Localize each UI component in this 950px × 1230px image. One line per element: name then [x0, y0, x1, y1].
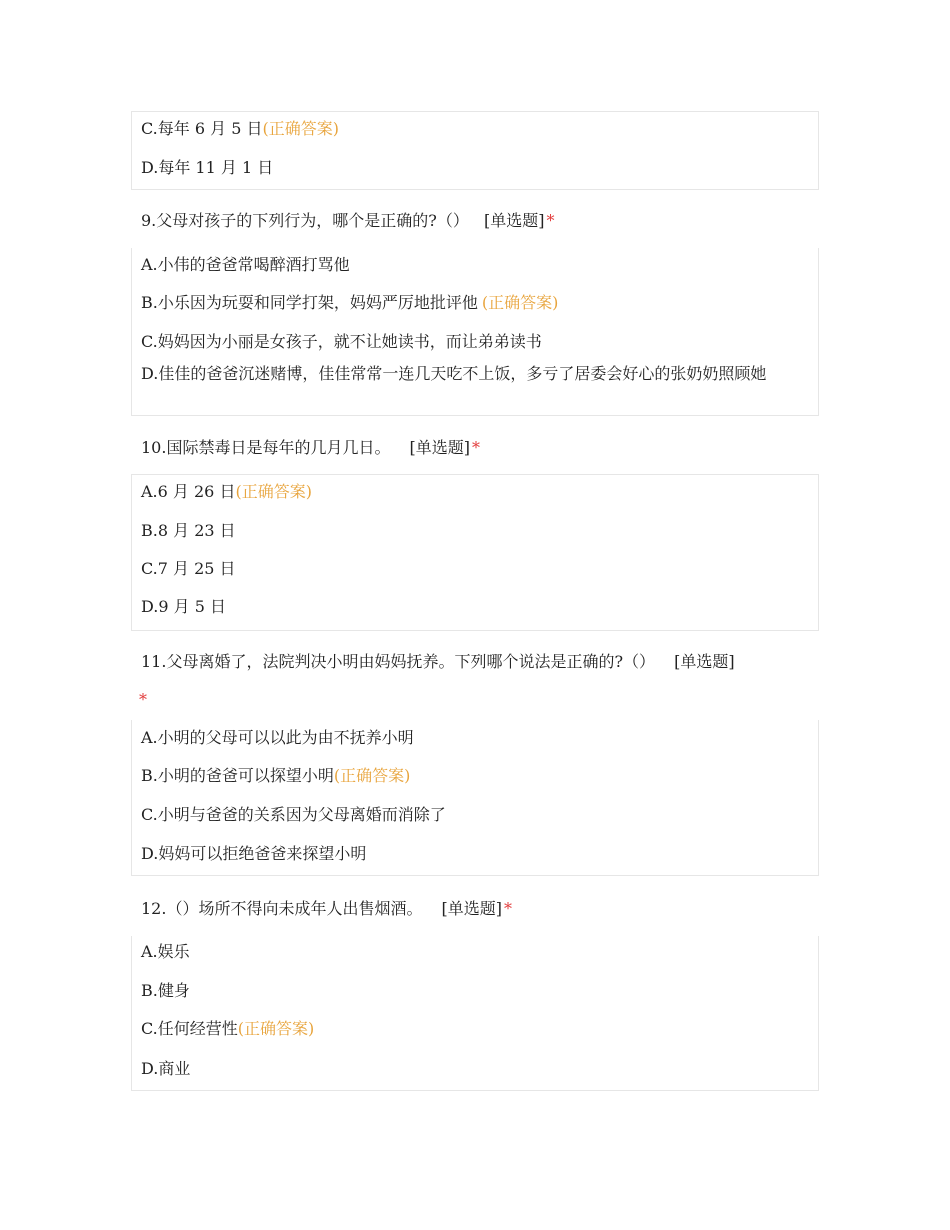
q10-option-d[interactable]	[141, 596, 810, 618]
q9-title	[141, 210, 554, 232]
required-star: *	[546, 211, 555, 230]
q11-options-box	[131, 720, 819, 876]
correct-answer-label: (正确答案)	[262, 119, 339, 138]
question-text: 9.父母对孩子的下列行为，哪个是正确的?（）	[141, 211, 469, 230]
q9-option-d[interactable]	[141, 361, 810, 386]
q9-option-a[interactable]	[141, 254, 810, 276]
option-text: A.小明的父母可以以此为由不抚养小明	[141, 728, 414, 747]
q8-options-box	[131, 111, 819, 190]
correct-answer-label: (正确答案)	[237, 1019, 315, 1038]
option-text: C.任何经营性	[141, 1019, 238, 1038]
q11-option-c[interactable]	[141, 804, 810, 826]
option-text: D.9 月 5 日	[141, 597, 226, 616]
option-text: D.妈妈可以拒绝爸爸来探望小明	[141, 844, 367, 863]
q11-title	[141, 651, 735, 673]
q10-option-b[interactable]	[141, 520, 810, 542]
option-text: A.小伟的爸爸常喝醉酒打骂他	[141, 255, 350, 274]
question-type: [单选题]	[441, 899, 503, 918]
q10-option-a[interactable]	[141, 481, 810, 503]
question-type: [单选题]	[483, 211, 545, 230]
option-text: B.小明的爸爸可以探望小明	[141, 766, 334, 785]
option-text: D.佳佳的爸爸沉迷赌博，佳佳常常一连几天吃不上饭，多亏了居委会好心的张奶奶照顾她	[141, 364, 767, 383]
correct-answer-label: (正确答案)	[481, 293, 559, 312]
option-text: A.娱乐	[141, 942, 190, 961]
q11-option-a[interactable]	[141, 727, 810, 749]
q12-option-a[interactable]	[141, 941, 810, 963]
q9-option-c[interactable]	[141, 331, 810, 353]
correct-answer-label: (正确答案)	[333, 766, 411, 785]
q11-option-d[interactable]	[141, 843, 810, 865]
option-text: B.健身	[141, 981, 190, 1000]
option-text: C.小明与爸爸的关系因为父母离婚而消除了	[141, 805, 446, 824]
q8-option-c[interactable]	[141, 118, 810, 140]
required-star: *	[139, 690, 147, 709]
q10-options-box	[131, 474, 819, 631]
q12-option-c[interactable]	[141, 1018, 810, 1040]
option-text: D.每年 11 月 1 日	[141, 158, 274, 177]
option-text: A.6 月 26 日	[141, 482, 236, 501]
q12-options-box	[131, 936, 819, 1091]
option-text: D.商业	[141, 1059, 191, 1078]
option-text: B.8 月 23 日	[141, 521, 236, 540]
question-type: [单选题]	[674, 652, 735, 671]
option-text: C.7 月 25 日	[141, 559, 236, 578]
q12-option-b[interactable]	[141, 980, 810, 1002]
option-text: C.每年 6 月 5 日	[141, 119, 263, 138]
q12-title	[141, 898, 512, 920]
required-star: *	[472, 438, 481, 457]
q10-option-c[interactable]	[141, 558, 810, 580]
correct-answer-label: (正确答案)	[235, 482, 312, 501]
question-text: 11.父母离婚了，法院判决小明由妈妈抚养。下列哪个说法是正确的?（）	[141, 652, 656, 671]
q12-option-d[interactable]	[141, 1058, 810, 1080]
question-text: 12.（）场所不得向未成年人出售烟酒。	[141, 899, 423, 918]
required-star: *	[504, 899, 513, 918]
q8-option-d[interactable]	[141, 157, 810, 179]
question-text: 10.国际禁毒日是每年的几月几日。	[141, 438, 391, 457]
q9-option-b[interactable]	[141, 292, 810, 314]
q11-option-b[interactable]	[141, 765, 810, 787]
q9-options-box	[131, 248, 819, 416]
q10-title	[141, 437, 480, 459]
option-text: C.妈妈因为小丽是女孩子，就不让她读书，而让弟弟读书	[141, 332, 542, 351]
question-type: [单选题]	[409, 438, 471, 457]
option-text: B.小乐因为玩耍和同学打架，妈妈严厉地批评他	[141, 293, 478, 312]
